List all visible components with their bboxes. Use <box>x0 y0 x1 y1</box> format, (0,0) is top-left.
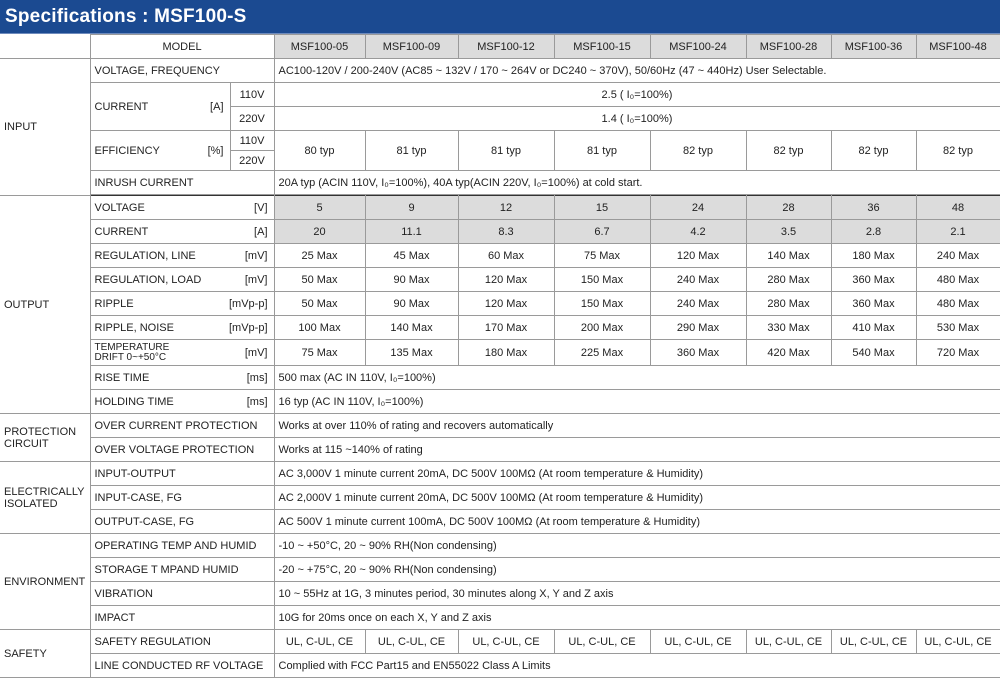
cell-value: AC100-120V / 200-240V (AC85 ~ 132V / 170 ~ 264V or DC240 ~ 370V), 50/60Hz (47 ~ 440Hz) User Selectable. <box>274 59 1000 83</box>
cell-value: 420 Max <box>746 340 831 366</box>
cell-value: 75 Max <box>274 340 365 366</box>
cell-value: 330 Max <box>746 316 831 340</box>
cell-value: 280 Max <box>746 292 831 316</box>
row-label <box>90 131 230 171</box>
unit: [A] <box>254 225 268 238</box>
row-label-text: REGULATION, LOAD <box>94 273 202 286</box>
cell-value: UL, C-UL, CE <box>554 630 650 654</box>
model-header: MSF100-09 <box>365 35 458 59</box>
row-label-text: REGULATION, LINE <box>94 249 196 262</box>
cell-value: 180 Max <box>458 340 554 366</box>
unit: [ms] <box>246 395 268 408</box>
spec-table <box>0 34 1000 678</box>
cell-value: 280 Max <box>746 268 831 292</box>
cell-value: 480 Max <box>916 268 1000 292</box>
cell-value: Works at 115 ~140% of rating <box>274 438 1000 462</box>
model-header: MSF100-28 <box>746 35 831 59</box>
table-row <box>0 220 1000 244</box>
unit: [mV] <box>244 249 268 262</box>
row-label-text: CURRENT <box>94 225 149 238</box>
model-label: MODEL <box>90 35 274 59</box>
row-label: OUTPUT-CASE, FG <box>90 510 274 534</box>
cell-value: 5 <box>274 196 365 220</box>
model-header: MSF100-12 <box>458 35 554 59</box>
cell-value: 45 Max <box>365 244 458 268</box>
cell-value: 20A typ (ACIN 110V, I₀=100%), 40A typ(ACIN 220V, I₀=100%) at cold start. <box>274 171 1000 195</box>
category-safety: SAFETY <box>0 630 90 678</box>
cell-value: 60 Max <box>458 244 554 268</box>
model-header: MSF100-36 <box>831 35 916 59</box>
cell-value: 10G for 20ms once on each X, Y and Z axis <box>274 606 1000 630</box>
row-label <box>90 390 274 414</box>
cell-value: 12 <box>458 196 554 220</box>
page-title: Specifications : MSF100-S <box>5 5 247 27</box>
cell-value: 120 Max <box>458 292 554 316</box>
cell-value: AC 500V 1 minute current 100mA, DC 500V 100MΩ (At room temperature & Humidity) <box>274 510 1000 534</box>
row-label <box>90 316 274 340</box>
table-row <box>0 171 1000 195</box>
table-row <box>0 486 1000 510</box>
category-isolated <box>0 462 90 534</box>
cell-value: 81 typ <box>365 131 458 171</box>
cell-value: 4.2 <box>650 220 746 244</box>
model-header: MSF100-15 <box>554 35 650 59</box>
table-row <box>0 83 1000 107</box>
row-label <box>90 268 274 292</box>
table-row <box>0 414 1000 438</box>
cell-value: 82 typ <box>746 131 831 171</box>
cell-value: 140 Max <box>746 244 831 268</box>
unit: [ms] <box>246 371 268 384</box>
cell-value: 1.4 ( I₀=100%) <box>274 107 1000 131</box>
row-label-text: RIPPLE <box>94 297 134 310</box>
cell-value: 10 ~ 55Hz at 1G, 3 minutes period, 30 minutes along X, Y and Z axis <box>274 582 1000 606</box>
cell-value: -10 ~ +50°C, 20 ~ 90% RH(Non condensing) <box>274 534 1000 558</box>
table-row <box>0 630 1000 654</box>
cell-value: 135 Max <box>365 340 458 366</box>
cell-value: 50 Max <box>274 292 365 316</box>
unit: [%] <box>207 144 224 157</box>
category-protection <box>0 414 90 462</box>
cell-value: AC 2,000V 1 minute current 20mA, DC 500V 100MΩ (At room temperature & Humidity) <box>274 486 1000 510</box>
row-label <box>90 292 274 316</box>
table-row <box>0 462 1000 486</box>
voltage-110: 110V <box>230 83 274 107</box>
model-header: MSF100-24 <box>650 35 746 59</box>
category-output: OUTPUT <box>0 196 90 414</box>
temp-label-line1: TEMPERATURE <box>94 341 170 353</box>
row-label: VIBRATION <box>90 582 274 606</box>
row-label: LINE CONDUCTED RF VOLTAGE <box>90 654 274 678</box>
cell-value: 720 Max <box>916 340 1000 366</box>
cell-value: 82 typ <box>916 131 1000 171</box>
cell-value: 75 Max <box>554 244 650 268</box>
cell-value: 2.1 <box>916 220 1000 244</box>
row-label: INPUT-CASE, FG <box>90 486 274 510</box>
row-label-text: HOLDING TIME <box>94 395 174 408</box>
cell-value: UL, C-UL, CE <box>831 630 916 654</box>
table-row <box>0 510 1000 534</box>
cell-value: 360 Max <box>831 292 916 316</box>
cell-value: 20 <box>274 220 365 244</box>
cell-value: 25 Max <box>274 244 365 268</box>
row-label-text <box>95 343 170 363</box>
table-row <box>0 390 1000 414</box>
row-label-text: RIPPLE, NOISE <box>94 321 174 334</box>
row-label: INRUSH CURRENT <box>90 171 274 195</box>
cell-value: 240 Max <box>650 268 746 292</box>
table-row <box>0 438 1000 462</box>
voltage-110: 110V <box>230 131 274 151</box>
category-line1: ELECTRICALLY <box>4 485 85 498</box>
temp-label-line2: DRIFT 0~+50°C <box>94 351 167 363</box>
cell-value: 200 Max <box>554 316 650 340</box>
row-label: OVER VOLTAGE PROTECTION <box>90 438 274 462</box>
table-row <box>0 59 1000 83</box>
row-label-text: CURRENT <box>94 100 149 113</box>
unit: [mVp-p] <box>228 297 268 310</box>
cell-value: 82 typ <box>650 131 746 171</box>
table-row <box>0 268 1000 292</box>
table-row <box>0 244 1000 268</box>
cell-value: UL, C-UL, CE <box>458 630 554 654</box>
table-row <box>0 534 1000 558</box>
row-label: VOLTAGE, FREQUENCY <box>90 59 274 83</box>
row-label <box>90 366 274 390</box>
cell-value: UL, C-UL, CE <box>274 630 365 654</box>
spec-title-bar <box>0 0 1000 34</box>
cell-value: 15 <box>554 196 650 220</box>
cell-value: 11.1 <box>365 220 458 244</box>
row-label <box>90 196 274 220</box>
cell-value: 530 Max <box>916 316 1000 340</box>
cell-value: 2.5 ( I₀=100%) <box>274 83 1000 107</box>
cell-value: 540 Max <box>831 340 916 366</box>
row-label-text: RISE TIME <box>94 371 150 384</box>
table-row <box>0 654 1000 678</box>
cell-value: Complied with FCC Part15 and EN55022 Class A Limits <box>274 654 1000 678</box>
cell-value: 150 Max <box>554 292 650 316</box>
row-label <box>90 83 230 131</box>
cell-value: 80 typ <box>274 131 365 171</box>
model-header: MSF100-48 <box>916 35 1000 59</box>
cell-value: 170 Max <box>458 316 554 340</box>
voltage-220: 220V <box>230 107 274 131</box>
row-label: OPERATING TEMP AND HUMID <box>90 534 274 558</box>
row-label-text: VOLTAGE <box>94 201 145 214</box>
cell-value: 360 Max <box>831 268 916 292</box>
row-label <box>90 340 274 366</box>
cell-value: 360 Max <box>650 340 746 366</box>
cell-value: UL, C-UL, CE <box>650 630 746 654</box>
unit: [mV] <box>244 273 268 286</box>
table-row <box>0 316 1000 340</box>
category-line2: ISOLATED <box>4 497 58 510</box>
cell-value: 48 <box>916 196 1000 220</box>
cell-value: 81 typ <box>458 131 554 171</box>
table-row <box>0 340 1000 366</box>
row-label: IMPACT <box>90 606 274 630</box>
cell-value: 50 Max <box>274 268 365 292</box>
cell-value: 8.3 <box>458 220 554 244</box>
table-row <box>0 606 1000 630</box>
cell-value: 90 Max <box>365 268 458 292</box>
cell-value: 180 Max <box>831 244 916 268</box>
cell-value: UL, C-UL, CE <box>916 630 1000 654</box>
category-input: INPUT <box>0 59 90 196</box>
category-environment: ENVIRONMENT <box>0 534 90 630</box>
cell-value: 410 Max <box>831 316 916 340</box>
cell-value: Works at over 110% of rating and recovers automatically <box>274 414 1000 438</box>
model-header-row <box>0 35 1000 59</box>
cell-value: 120 Max <box>458 268 554 292</box>
cell-value: 240 Max <box>916 244 1000 268</box>
cell-value: 81 typ <box>554 131 650 171</box>
row-label: OVER CURRENT PROTECTION <box>90 414 274 438</box>
cell-value: 120 Max <box>650 244 746 268</box>
model-header: MSF100-05 <box>274 35 365 59</box>
cell-value: 100 Max <box>274 316 365 340</box>
cell-value: AC 3,000V 1 minute current 20mA, DC 500V 100MΩ (At room temperature & Humidity) <box>274 462 1000 486</box>
table-row <box>0 131 1000 151</box>
cell-value: 6.7 <box>554 220 650 244</box>
cell-value: 82 typ <box>831 131 916 171</box>
cell-value: 16 typ (AC IN 110V, I₀=100%) <box>274 390 1000 414</box>
category-line2: CIRCUIT <box>4 437 49 450</box>
cell-value: 480 Max <box>916 292 1000 316</box>
cell-value: 140 Max <box>365 316 458 340</box>
cell-value: 36 <box>831 196 916 220</box>
table-row <box>0 558 1000 582</box>
unit: [A] <box>210 100 224 113</box>
row-label <box>90 220 274 244</box>
cell-value: 240 Max <box>650 292 746 316</box>
voltage-220: 220V <box>230 151 274 171</box>
cell-value: 9 <box>365 196 458 220</box>
cell-value: 290 Max <box>650 316 746 340</box>
table-row <box>0 196 1000 220</box>
row-label: STORAGE T MPAND HUMID <box>90 558 274 582</box>
cell-value: 3.5 <box>746 220 831 244</box>
cell-value: 2.8 <box>831 220 916 244</box>
row-label-text: EFFICIENCY <box>94 144 160 157</box>
cell-value: 150 Max <box>554 268 650 292</box>
cell-value: UL, C-UL, CE <box>746 630 831 654</box>
cell-value: 90 Max <box>365 292 458 316</box>
cell-value: -20 ~ +75°C, 20 ~ 90% RH(Non condensing) <box>274 558 1000 582</box>
category-line1: PROTECTION <box>4 425 77 438</box>
table-row <box>0 582 1000 606</box>
table-row <box>0 292 1000 316</box>
cell-value: 24 <box>650 196 746 220</box>
table-row <box>0 366 1000 390</box>
cell-value: 500 max (AC IN 110V, I₀=100%) <box>274 366 1000 390</box>
unit: [V] <box>254 201 268 214</box>
row-label <box>90 244 274 268</box>
unit: [mVp-p] <box>228 321 268 334</box>
cell-value: 28 <box>746 196 831 220</box>
cell-value: 225 Max <box>554 340 650 366</box>
row-label: SAFETY REGULATION <box>90 630 274 654</box>
row-label: INPUT-OUTPUT <box>90 462 274 486</box>
unit: [mV] <box>244 346 268 359</box>
cell-value: UL, C-UL, CE <box>365 630 458 654</box>
